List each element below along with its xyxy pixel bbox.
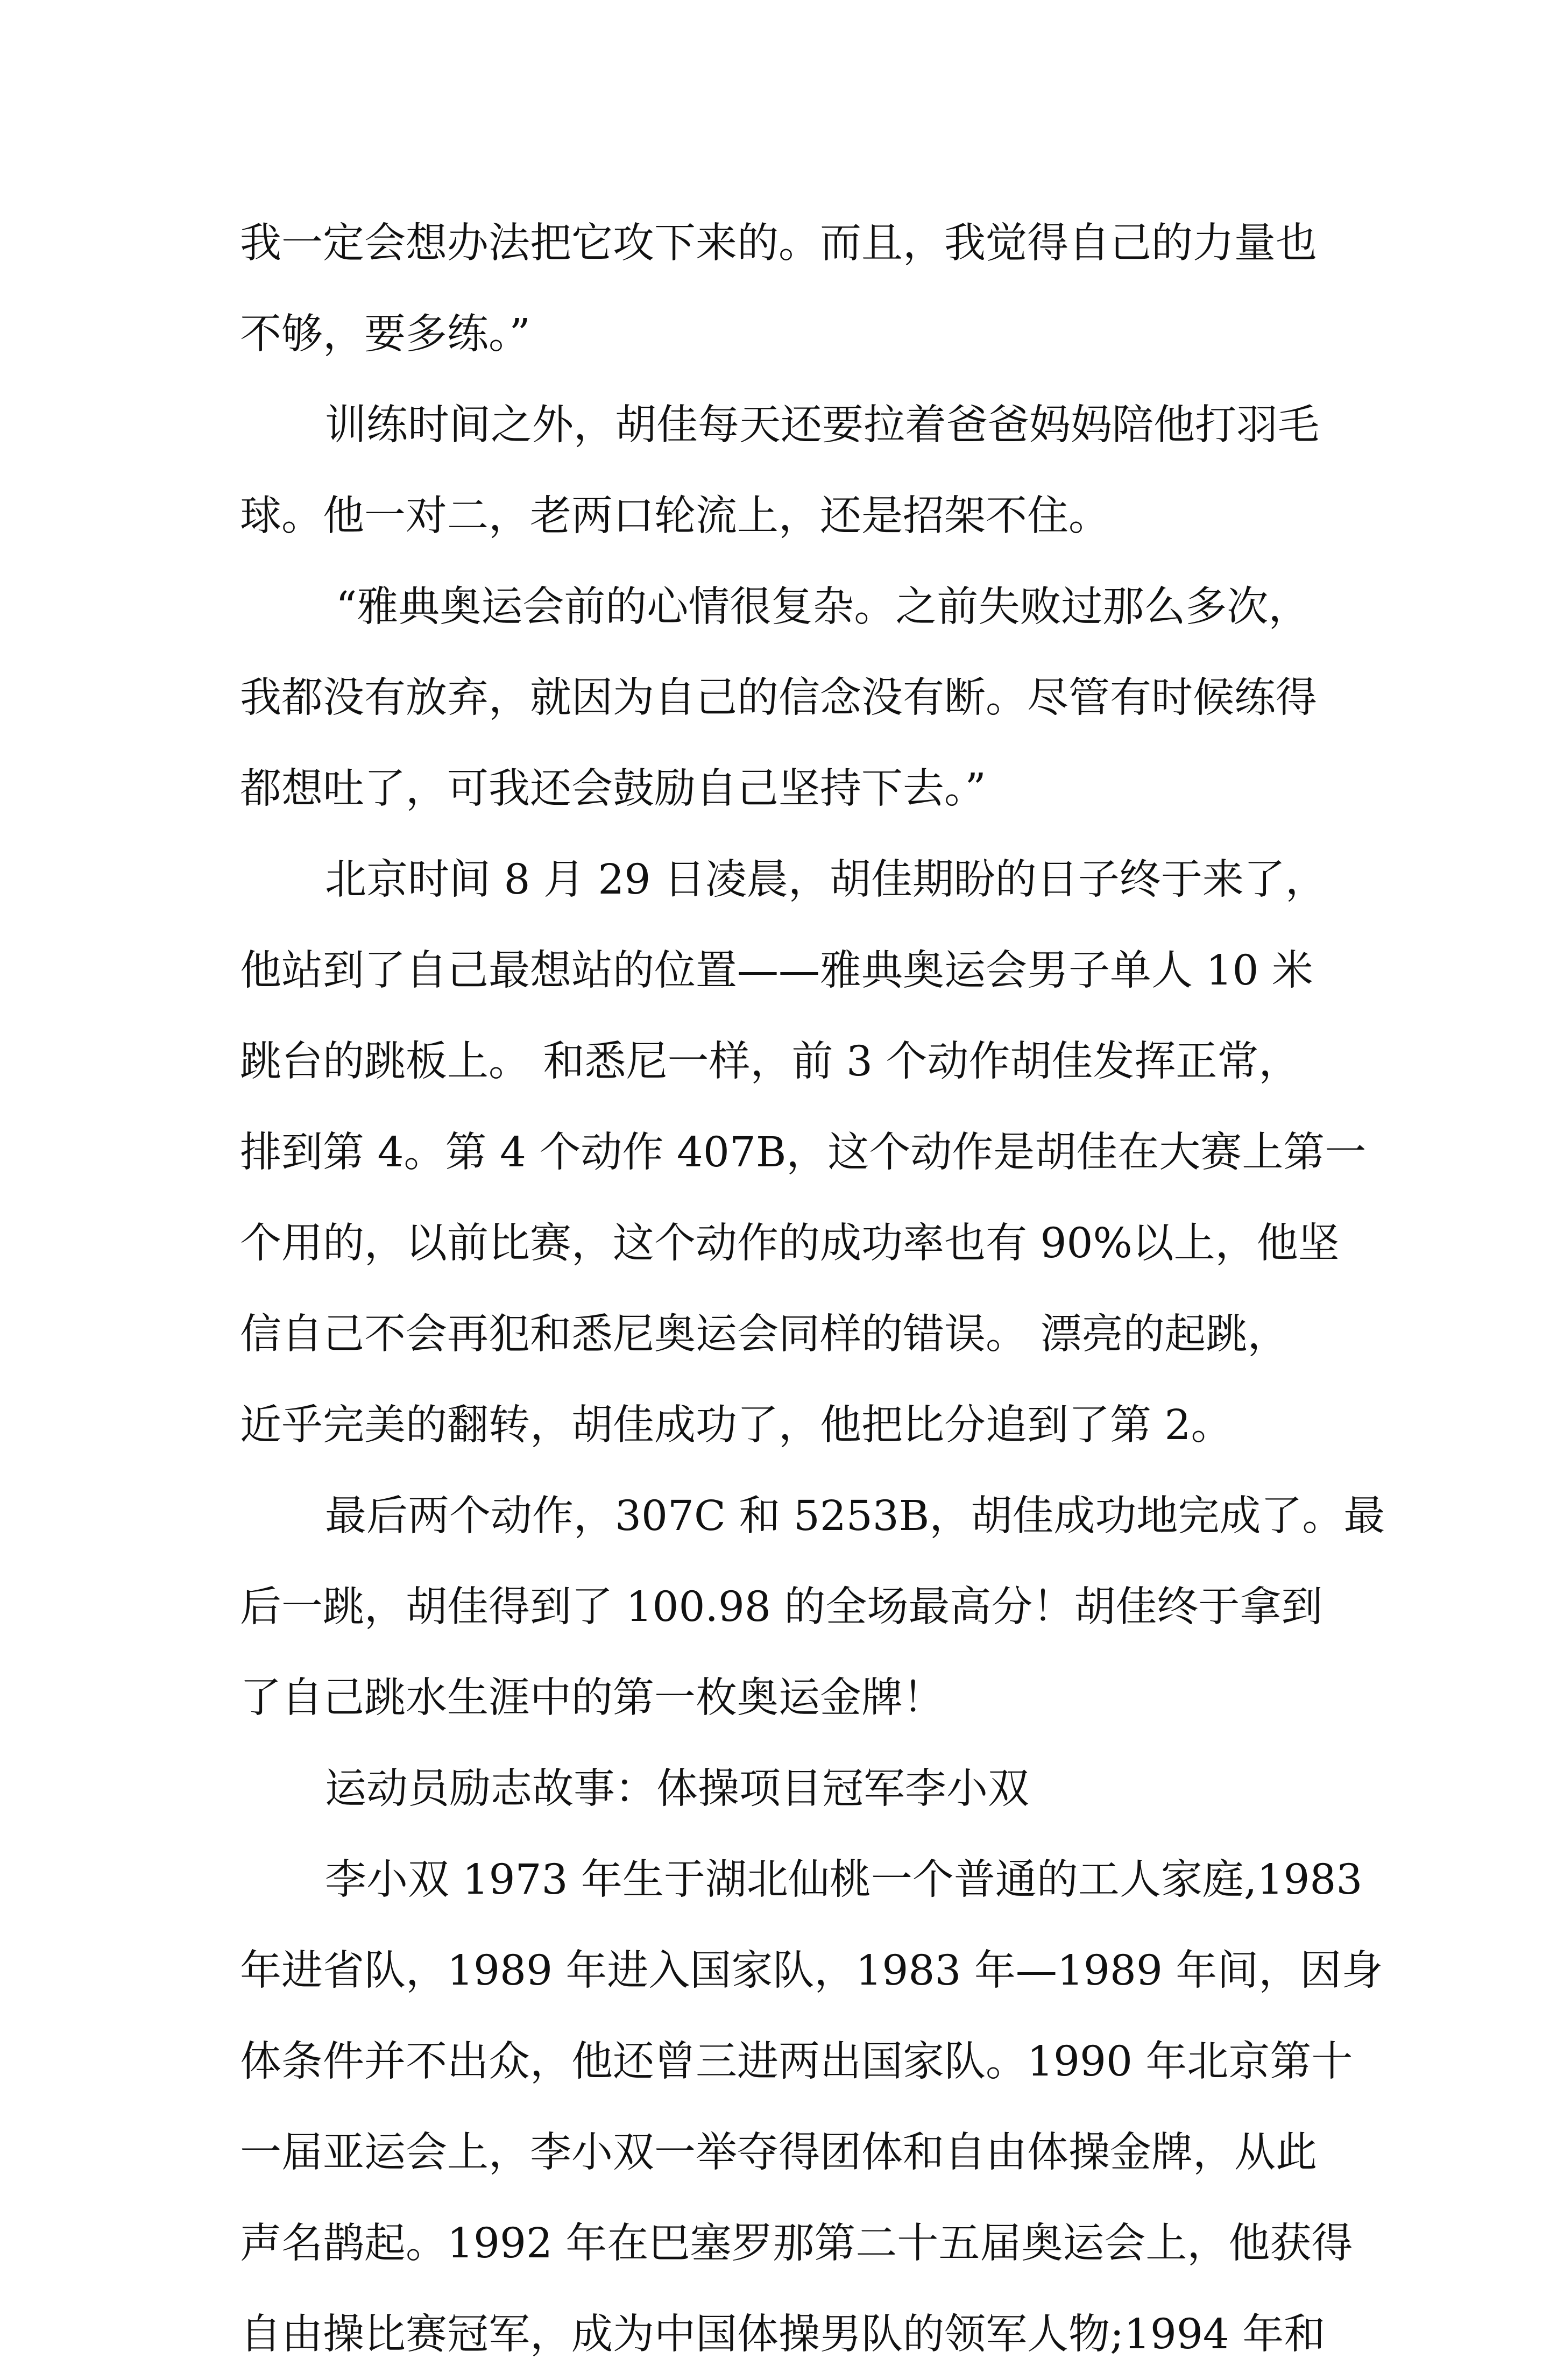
text-line: 近乎完美的翻转，胡佳成功了，他把比分追到了第 2。 — [240, 1401, 1233, 1449]
text-line: 排到第 4。第 4 个动作 407B，这个动作是胡佳在大赛上第一 — [240, 1129, 1367, 1177]
text-line: 后一跳，胡佳得到了 100.98 的全场最高分！胡佳终于拿到 — [240, 1583, 1323, 1631]
text-line: 我一定会想办法把它攻下来的。而且，我觉得自己的力量也 — [240, 219, 1317, 267]
text-line: 体条件并不出众，他还曾三进两出国家队。1990 年北京第十 — [240, 2038, 1353, 2086]
text-line: 我都没有放弃，就因为自己的信念没有断。尽管有时候练得 — [240, 674, 1317, 722]
text-line: 信自己不会再犯和悉尼奥运会同样的错误。 漂亮的起跳， — [240, 1311, 1289, 1358]
body-text — [240, 198, 1385, 2380]
text-line: 自由操比赛冠军，成为中国体操男队的领军人物;1994 年和 — [240, 2311, 1326, 2358]
text-line: 个用的，以前比赛，这个动作的成功率也有 90%以上，他坚 — [240, 1220, 1340, 1267]
text-line: 最后两个动作，307C 和 5253B，胡佳成功地完成了。最 — [325, 1492, 1385, 1540]
text-line: 球。他一对二，老两口轮流上，还是招架不住。 — [240, 492, 1110, 540]
text-line: “雅典奥运会前的心情很复杂。之前失败过那么多次， — [336, 583, 1310, 631]
text-line: 不够，要多练。” — [240, 310, 530, 358]
text-line: 都想吐了，可我还会鼓励自己坚持下去。” — [240, 765, 986, 813]
text-line: 一届亚运会上，李小双一举夺得团体和自由体操金牌，从此 — [240, 2129, 1317, 2177]
text-line: 了自己跳水生涯中的第一枚奥运金牌！ — [240, 1674, 944, 1722]
text-line: 他站到了自己最想站的位置——雅典奥运会男子单人 10 米 — [240, 947, 1313, 995]
text-line: 跳台的跳板上。 和悉尼一样，前 3 个动作胡佳发挥正常， — [240, 1038, 1300, 1086]
text-line: 训练时间之外，胡佳每天还要拉着爸爸妈妈陪他打羽毛 — [325, 401, 1319, 449]
text-line: 声名鹊起。1992 年在巴塞罗那第二十五届奥运会上，他获得 — [240, 2220, 1353, 2268]
text-line: 年进省队，1989 年进入国家队，1983 年—1989 年间，因身 — [240, 1947, 1383, 1995]
text-line: 北京时间 8 月 29 日凌晨，胡佳期盼的日子终于来了， — [325, 856, 1327, 904]
text-line: 李小双 1973 年生于湖北仙桃一个普通的工人家庭,1983 — [325, 1856, 1363, 1904]
section-heading: 运动员励志故事：体操项目冠军李小双 — [325, 1765, 1029, 1813]
